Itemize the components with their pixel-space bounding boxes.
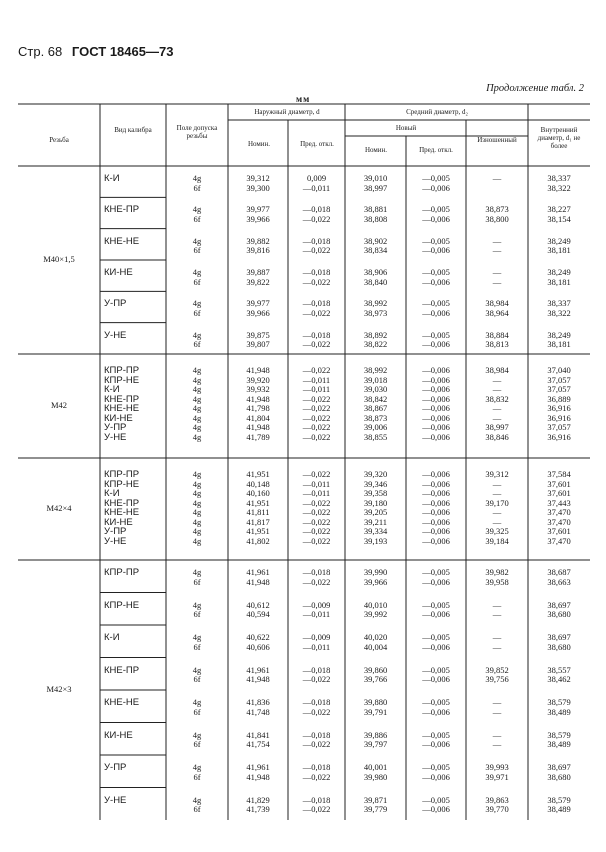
value-mdev: —0,006 —0,006 —0,006 —0,006 —0,006 —0,006 —0,006 —0,006 — [422, 469, 450, 546]
units-label: мм — [296, 94, 311, 104]
value-tol: 4g 6f — [192, 173, 202, 193]
value-tol: 4g 6f — [192, 204, 202, 224]
value-odev: —0,018 —0,022 — [302, 329, 331, 350]
value-worn: 38,984 38,964 — [485, 298, 509, 318]
value-inner: 38,697 38,680 — [547, 632, 571, 652]
gauge-type: У-НЕ — [104, 794, 127, 806]
value-inner: 38,227 38,154 — [547, 204, 571, 224]
value-inner: 37,040 37,057 37,057 36,889 36,916 36,916 37,057 36,916 — [547, 365, 571, 442]
value-worn: 39,312 — — 39,170 — — 39,325 39,184 — [485, 469, 509, 546]
col-outer-group: Наружный диаметр, d — [254, 108, 320, 116]
value-odev: —0,022 —0,011 —0,011 —0,022 —0,022 —0,022 —0,022 —0,022 — [302, 365, 331, 442]
value-mdev: —0,005 —0,006 — [422, 599, 450, 619]
col-worn: Изношенный — [477, 136, 517, 144]
value-mid: 38,992 38,973 — [363, 298, 388, 318]
value-worn: 39,863 39,770 — [485, 794, 509, 814]
value-odev: 0,009 —0,011 — [302, 173, 331, 193]
value-worn: 39,982 39,958 — [485, 567, 509, 587]
col-gauge: Вид калибра — [114, 126, 152, 134]
value-mdev: —0,005 —0,006 — [422, 762, 450, 782]
value-inner: 38,337 38,322 — [547, 173, 571, 193]
value-outer: 39,875 39,807 — [246, 329, 270, 350]
value-tol: 4g 6f — [192, 599, 202, 619]
value-mdev: —0,005 —0,006 — [422, 235, 450, 256]
value-mid: 39,010 38,997 — [363, 173, 388, 193]
value-worn: — — — [492, 632, 502, 652]
col-mid-dev: Пред. откл. — [419, 146, 453, 154]
gauge-type: КНЕ-НЕ — [104, 235, 140, 247]
value-mid: 39,860 39,766 — [363, 664, 388, 684]
value-outer: 39,312 39,300 — [246, 173, 270, 193]
value-mdev: —0,005 —0,006 — [422, 632, 450, 652]
value-tol: 4g 6f — [192, 632, 202, 652]
value-outer: 39,977 39,966 — [246, 204, 270, 224]
value-worn: — — [492, 173, 502, 183]
value-mid: 40,001 39,980 — [363, 762, 388, 782]
gauge-type: КНЕ-ПР — [104, 204, 140, 216]
value-mdev: —0,005 —0,006 — [422, 298, 450, 318]
value-mdev: —0,005 —0,006 — [422, 697, 450, 717]
value-tol: 4g 6f — [192, 267, 202, 287]
value-worn: — — — [492, 599, 502, 619]
gauge-type: КПР-ПР КПР-НЕ К-И КНЕ-ПР КНЕ-НЕ КИ-НЕ У-ПР У-НЕ — [104, 365, 140, 443]
value-tol: 4g 6f — [192, 794, 202, 814]
value-odev: —0,018 —0,022 — [302, 235, 331, 256]
value-outer: 41,961 41,948 — [246, 762, 270, 782]
value-outer: 41,951 40,148 40,160 41,951 41,811 41,817 41,951 41,802 — [246, 469, 270, 546]
value-inner: 38,249 38,181 — [547, 329, 571, 350]
gauge-type: У-ПР — [104, 762, 127, 773]
value-outer: 41,836 41,748 — [246, 697, 270, 717]
gauge-type: КНЕ-НЕ — [104, 697, 140, 708]
value-odev: —0,018 —0,022 — [302, 567, 331, 587]
value-odev: —0,018 —0,022 — [302, 298, 331, 318]
value-outer: 40,612 40,594 — [246, 599, 270, 619]
value-tol: 4g 6f — [192, 729, 202, 749]
value-outer: 41,829 41,739 — [246, 794, 270, 814]
value-tol: 4g 6f — [192, 235, 202, 256]
value-inner: 38,337 38,322 — [547, 298, 571, 318]
value-tol: 4g 6f — [192, 697, 202, 717]
col-thread: Резьба — [49, 136, 69, 144]
value-tol: 4g 6f — [192, 664, 202, 684]
value-mid: 39,871 39,779 — [363, 794, 388, 814]
value-tol: 4g 6f — [192, 567, 202, 587]
value-inner: 37,584 37,601 37,601 37,443 37,470 37,470 37,601 37,470 — [547, 469, 571, 546]
table-continuation-label: Продолжение табл. 2 — [486, 83, 584, 94]
gauge-type: КПР-ПР КПР-НЕ К-И КНЕ-ПР КНЕ-НЕ КИ-НЕ У-ПР У-НЕ — [104, 469, 140, 547]
page-number: Стр. 68 — [18, 44, 63, 59]
value-tol: 4g 6f — [192, 298, 202, 318]
value-mdev: —0,005 —0,006 — [422, 567, 450, 587]
gauge-type: КПР-НЕ — [104, 599, 140, 611]
thread-size: М42×4 — [46, 503, 72, 513]
value-mdev: —0,005 —0,006 — [422, 204, 450, 224]
value-mid: 39,320 39,346 39,358 39,180 39,205 39,211 39,334 39,193 — [363, 469, 388, 546]
value-odev: —0,022 —0,011 —0,011 —0,022 —0,022 —0,022 —0,022 —0,022 — [302, 469, 331, 546]
value-worn: 38,984 — — 38,832 — — 38,997 38,846 — [485, 365, 509, 442]
value-mdev: —0,005 —0,006 — [422, 267, 450, 287]
gauge-type: КИ-НЕ — [104, 729, 133, 741]
value-mid: 38,906 38,840 — [363, 267, 388, 287]
value-inner: 38,697 38,680 — [547, 599, 571, 619]
value-tol: 4g 4g 4g 4g 4g 4g 4g 4g — [192, 365, 202, 442]
value-inner: 38,697 38,680 — [547, 762, 571, 782]
value-outer: 41,948 39,920 39,932 41,948 41,798 41,804 41,948 41,789 — [246, 365, 270, 442]
value-mid: 40,010 39,992 — [363, 599, 388, 619]
value-odev: —0,018 —0,022 — [302, 267, 331, 287]
value-outer: 40,622 40,606 — [246, 632, 270, 652]
value-odev: —0,018 —0,022 — [302, 204, 331, 224]
value-inner: 38,687 38,663 — [547, 567, 571, 587]
value-tol: 4g 6f — [192, 329, 202, 350]
value-mid: 39,880 39,791 — [363, 697, 388, 717]
value-inner: 38,557 38,462 — [547, 664, 571, 684]
value-mid: 40,020 40,004 — [363, 632, 388, 652]
value-odev: —0,018 —0,022 — [302, 794, 331, 814]
value-odev: —0,018 —0,022 — [302, 762, 331, 782]
value-odev: —0,018 —0,022 — [302, 729, 331, 749]
value-worn: — — — [492, 267, 502, 287]
value-inner: 38,579 38,489 — [547, 729, 571, 749]
value-inner: 38,249 38,181 — [547, 235, 571, 256]
gauge-type: К-И — [104, 173, 120, 184]
col-outer-nom: Номин. — [247, 140, 271, 148]
col-mid-group: Средний диаметр, d₂ — [406, 108, 468, 116]
value-mdev: —0,005 —0,006 — [422, 664, 450, 684]
value-outer: 39,882 39,816 — [246, 235, 270, 256]
value-outer: 41,961 41,948 — [246, 567, 270, 587]
value-tol: 4g 4g 4g 4g 4g 4g 4g 4g — [192, 469, 202, 546]
value-worn: 39,993 39,971 — [485, 762, 509, 782]
value-mdev: —0,005 —0,006 — [422, 729, 450, 749]
gauge-type: КНЕ-ПР — [104, 664, 140, 676]
thread-size: М42×3 — [46, 684, 72, 694]
thread-size: М42 — [50, 400, 68, 410]
col-tolerance: Поле допуска резьбы — [176, 124, 218, 140]
value-worn: — — — [492, 729, 502, 749]
value-tol: 4g 6f — [192, 762, 202, 782]
value-mid: 39,990 39,966 — [363, 567, 388, 587]
value-worn: 39,852 39,756 — [485, 664, 509, 684]
thread-size: М40×1,5 — [43, 254, 75, 264]
gauge-type: К-И — [104, 632, 120, 643]
value-worn: 38,884 38,813 — [485, 329, 509, 350]
value-mid: 39,886 39,797 — [363, 729, 388, 749]
value-outer: 39,977 39,966 — [246, 298, 270, 318]
value-worn: 38,873 38,800 — [485, 204, 509, 224]
gauge-type: У-НЕ — [104, 329, 127, 341]
value-inner: 38,579 38,489 — [547, 794, 571, 814]
value-odev: —0,009 —0,011 — [302, 599, 331, 619]
value-odev: —0,018 —0,022 — [302, 664, 331, 684]
col-outer-dev: Пред. откл. — [300, 140, 334, 148]
value-mid: 38,992 39,018 39,030 38,842 38,867 38,873 39,006 38,855 — [363, 365, 388, 442]
gauge-type: КИ-НЕ — [104, 267, 133, 278]
gauge-type: У-ПР — [104, 298, 127, 310]
value-mdev: —0,006 —0,006 —0,006 —0,006 —0,006 —0,006 —0,006 —0,006 — [422, 365, 450, 442]
value-mid: 38,902 38,834 — [363, 235, 388, 256]
value-worn: — — — [492, 697, 502, 717]
col-inner: Внутренний диаметр, d₁ не более — [537, 126, 581, 150]
value-outer: 39,887 39,822 — [246, 267, 270, 287]
standard-title: ГОСТ 18465—73 — [71, 44, 174, 59]
value-worn: — — — [492, 235, 502, 256]
col-mid-nom: Номин. — [364, 146, 388, 154]
value-outer: 41,841 41,754 — [246, 729, 270, 749]
value-inner: 38,249 38,181 — [547, 267, 571, 287]
gauge-type: КПР-ПР — [104, 567, 140, 578]
value-mid: 38,881 38,808 — [363, 204, 388, 224]
value-odev: —0,018 —0,022 — [302, 697, 331, 717]
value-inner: 38,579 38,489 — [547, 697, 571, 717]
col-new-group: Новый — [395, 124, 417, 132]
value-outer: 41,961 41,948 — [246, 664, 270, 684]
value-mdev: —0,005 —0,006 — [422, 329, 450, 350]
value-mdev: —0,005 —0,006 — [422, 173, 450, 193]
value-mdev: —0,005 —0,006 — [422, 794, 450, 814]
value-odev: —0,009 —0,011 — [302, 632, 331, 652]
value-mid: 38,892 38,822 — [363, 329, 388, 350]
